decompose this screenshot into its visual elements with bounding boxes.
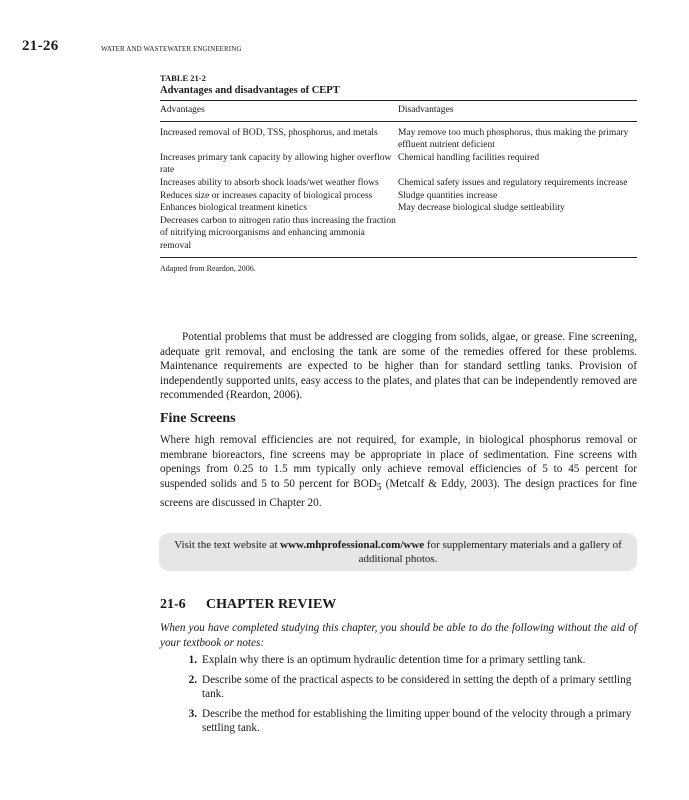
page-number: 21-26 <box>22 38 59 54</box>
table-row <box>160 177 637 190</box>
list-item-text: Explain why there is an optimum hydraulic detention time for a primary settling tank. <box>202 654 586 666</box>
section-title: CHAPTER REVIEW <box>206 597 337 612</box>
list-item-number: 2. <box>188 673 197 686</box>
paragraph-fine-screens <box>160 433 637 510</box>
fine-screens-text-part2: (Metcalf & Eddy, 2003). The design practices for fine screens are discussed in Chapter 20. <box>160 477 637 509</box>
running-head: WATER AND WASTEWATER ENGINEERING <box>101 45 242 53</box>
chapter-review-intro: When you have completed studying this chapter, you should be able to do the following without the aid of your textbook or notes: <box>160 622 637 649</box>
paragraph-text <box>160 433 637 510</box>
fine-screens-text-part1: Where high removal efficiencies are not required, for example, in biological phosphorus removal or membrane bioreactors, fine screens may be appropriate in place of sedimentation. Fine screens with openings from 0.25 to 1.5 mm typically only achieve removal efficiencies of 5 to 45 percent for suspended solids and 5 to 50 percent for BOD <box>160 434 637 490</box>
list-item <box>160 707 637 736</box>
table-cell-disadvantage: May decrease biological sludge settleability <box>398 203 565 214</box>
table-row <box>160 215 637 257</box>
table-row <box>160 202 637 215</box>
table-header-row <box>160 101 637 122</box>
table-cell-disadvantage: Chemical handling facilities required <box>398 152 540 163</box>
website-callout <box>159 533 637 571</box>
table-cell-disadvantage <box>398 215 637 257</box>
website-link[interactable]: www.mhprofessional.com/wwe <box>280 539 425 551</box>
column-header-advantages: Advantages <box>160 101 398 122</box>
list-item-text: Describe the method for establishing the limiting upper bound of the velocity through a primary settling tank. <box>202 707 632 735</box>
callout-text <box>159 538 637 566</box>
list-item <box>160 653 637 668</box>
table-cell-advantage: Decreases carbon to nitrogen ratio thus increasing the fraction of nitrifying microorganisms and enhancing ammonia removal <box>160 215 396 251</box>
callout-text-after: for supplementary materials and a gallery of additional photos. <box>358 539 622 565</box>
list-item-number: 3. <box>188 707 197 720</box>
table-title: Advantages and disadvantages of CEPT <box>160 85 340 96</box>
cept-table-block <box>160 73 637 273</box>
table-cell-advantage: Reduces size or increases capacity of biological process <box>160 190 373 201</box>
list-item-number: 1. <box>188 654 197 666</box>
table-cell-advantage: Increases primary tank capacity by allowing higher overflow rate <box>160 152 392 176</box>
chapter-review-heading <box>160 597 336 613</box>
paragraph-problems <box>160 330 637 403</box>
table-row <box>160 127 637 152</box>
cept-table <box>160 100 637 258</box>
table-cell-disadvantage: May remove too much phosphorus, thus making the primary effluent nutrient deficient <box>398 127 629 151</box>
table-cell-disadvantage: Chemical safety issues and regulatory requirements increase <box>398 177 628 188</box>
section-heading-fine-screens: Fine Screens <box>160 411 236 426</box>
bod-subscript: 5 <box>376 483 382 494</box>
table-cell-disadvantage: Sludge quantities increase <box>398 190 498 201</box>
column-header-disadvantages: Disadvantages <box>398 101 637 122</box>
table-cell-advantage: Increased removal of BOD, TSS, phosphorus, and metals <box>160 127 378 138</box>
chapter-review-list <box>160 653 637 741</box>
list-item <box>160 673 637 702</box>
table-label: TABLE 21-2 <box>160 73 206 83</box>
table-cell-advantage: Increases ability to absorb shock loads/wet weather flows <box>160 177 379 188</box>
table-source-note: Adapted from Reardon, 2006. <box>160 263 256 273</box>
section-number: 21-6 <box>160 597 186 612</box>
table-cell-advantage: Enhances biological treatment kinetics <box>160 203 307 214</box>
list-item-text: Describe some of the practical aspects to be considered in setting the depth of a primary settling tank. <box>202 673 632 701</box>
table-row <box>160 190 637 203</box>
paragraph-text: Potential problems that must be addressed are clogging from solids, algae, or grease. Fine screening, adequate grit removal, and enclosing the tank are some of the remedies offered for these problems. Maintenance requirements are expected to be higher than for standard settling tanks. Provision of independently supported units, easy access to the plates, and plates that can be independently removed are recommended (Reardon, 2006). <box>160 331 637 402</box>
callout-text-before: Visit the text website at <box>174 539 281 551</box>
table-row <box>160 152 637 177</box>
